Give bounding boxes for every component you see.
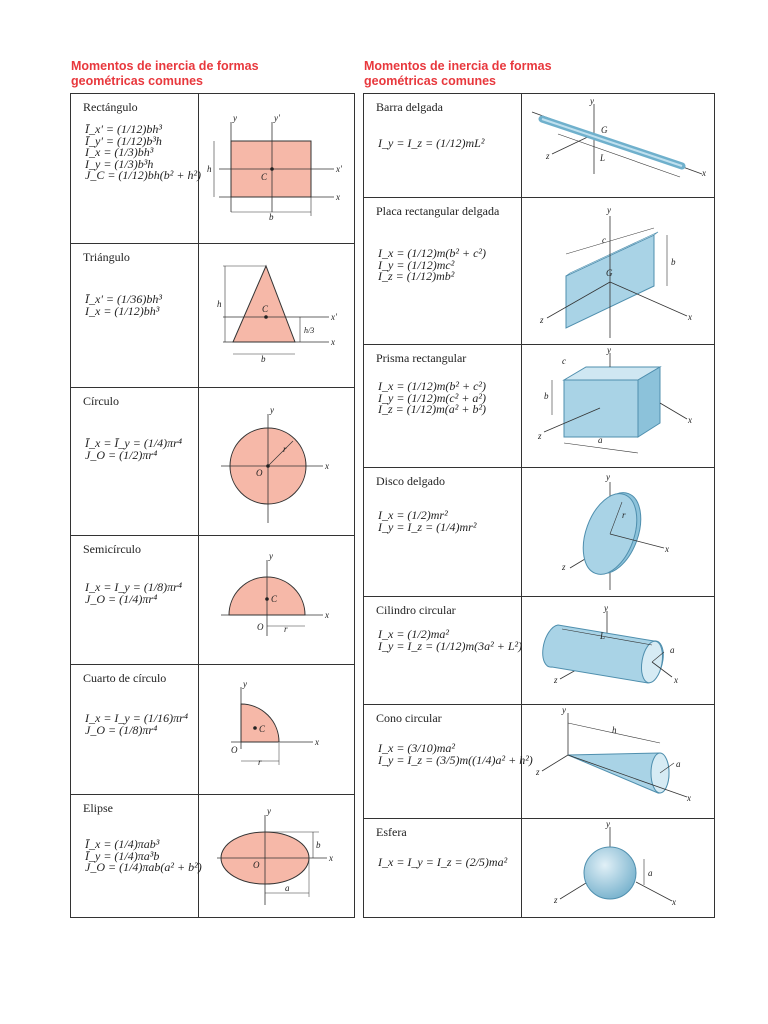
- row-rectangulo: [71, 94, 354, 243]
- axis-label-x: x: [702, 168, 706, 178]
- axis-label-x: x: [688, 415, 692, 425]
- prism-figure: [522, 345, 714, 467]
- quarter-circle-figure: [199, 665, 354, 794]
- row-placa: [364, 197, 714, 344]
- formula: Ī_x' = (1/12)bh³: [85, 122, 162, 136]
- formula-list: [85, 438, 182, 461]
- shape-name: Semicírculo: [83, 542, 141, 556]
- row-elipse: [71, 794, 354, 917]
- formula: I_x = (1/12)m(b² + c²): [378, 246, 487, 260]
- row-cono: [364, 704, 714, 818]
- origin-label: O: [231, 745, 238, 755]
- prism-front: [564, 380, 638, 437]
- axis-label-z: z: [538, 431, 542, 441]
- row-triangulo: [71, 243, 354, 387]
- radius-label: r: [258, 757, 262, 767]
- formula: I_x = I_y = I_z = (2/5)ma²: [378, 855, 508, 869]
- formula: I_y = (1/12)m(c² + a²): [378, 390, 487, 405]
- formula-list: [378, 381, 486, 416]
- left-table: [70, 93, 355, 918]
- row-prisma: [364, 344, 714, 467]
- dim-label-c: c: [562, 356, 566, 366]
- dim-label-b: b: [261, 354, 266, 364]
- circle-figure: [199, 388, 354, 535]
- formula: Ī_y' = (1/12)b³h: [85, 133, 162, 148]
- centroid-label: C: [261, 172, 268, 182]
- shape-name: Cilindro circular: [376, 603, 456, 617]
- shape-name: Cono circular: [376, 711, 442, 725]
- formula: Ī_y = (1/4)πa³b: [85, 848, 160, 863]
- origin-label: O: [257, 622, 264, 632]
- formula: I_y = I_z = (1/12)mL²: [378, 136, 485, 150]
- formula-list: [85, 839, 202, 874]
- formula-list: [85, 124, 201, 182]
- dim-label-h: h: [207, 164, 212, 174]
- dim-label-h3: h/3: [304, 326, 315, 335]
- formula-list: [378, 510, 476, 533]
- shape-name: Triángulo: [83, 250, 130, 264]
- formula-list: [378, 743, 533, 766]
- formula-list: [378, 138, 484, 150]
- dim-label-h: h: [217, 299, 222, 309]
- rectangle-figure: [199, 94, 354, 243]
- dim-label-h: h: [612, 725, 617, 735]
- shape-name: Disco delgado: [376, 474, 445, 488]
- formula: I_y = I_z = (1/4)mr²: [378, 519, 477, 534]
- axis-label-y: y: [562, 705, 566, 715]
- axis-label-y: y: [606, 472, 610, 482]
- axis-label-y: y: [269, 551, 273, 561]
- formula: I_y = (1/3)b³h: [85, 156, 154, 171]
- center-label: G: [601, 125, 608, 135]
- formula: I_x = (1/3)bh³: [85, 145, 154, 159]
- dim-label-a: a: [598, 435, 603, 445]
- center-label: G: [606, 268, 613, 278]
- formula: J_C = (1/12)bh(b² + h²): [85, 168, 202, 182]
- axis-label-x: x: [672, 897, 676, 907]
- formula: I_y = (1/12)mc²: [378, 257, 455, 272]
- quarter-circle-shape: [241, 704, 279, 742]
- axis-label-x: x: [665, 544, 669, 554]
- shape-name: Barra delgada: [376, 100, 443, 114]
- row-cuarto-de-circulo: [71, 664, 354, 794]
- dim-label-l: L: [600, 631, 606, 641]
- axis-label-y: y: [606, 819, 610, 829]
- dim-label-b: b: [269, 212, 274, 222]
- formula: I_y = I_z = (1/12)m(3a² + L²): [378, 638, 523, 653]
- axis-label-y: y: [270, 405, 274, 415]
- axis-label-y: y: [267, 806, 271, 816]
- formula: I_x = (1/2)mr²: [378, 508, 448, 522]
- shape-name: Placa rectangular delgada: [376, 204, 500, 218]
- axis-label-x: x: [688, 312, 692, 322]
- shape-name: Rectángulo: [83, 100, 138, 114]
- axis-label-z: z: [554, 675, 558, 685]
- dim-label-a: a: [285, 883, 290, 893]
- axis-label-z: z: [536, 767, 540, 777]
- centroid-label: C: [262, 304, 269, 314]
- dim-label-b: b: [316, 840, 321, 850]
- row-esfera: [364, 818, 714, 917]
- formula-list: [85, 582, 182, 605]
- plate-figure: [522, 198, 714, 344]
- formula: I_z = (1/12)m(a² + b²): [378, 402, 487, 416]
- axis-label-y-prime: y': [274, 113, 280, 123]
- formula: Ī_x = Ī_y = (1/4)πr⁴: [85, 436, 183, 450]
- dim-label-b: b: [671, 257, 676, 267]
- centroid-label: C: [271, 594, 278, 604]
- dim-label-a: a: [648, 868, 653, 878]
- formula: I_x = I_y = (1/8)πr⁴: [85, 580, 183, 594]
- radius-label: r: [622, 510, 626, 520]
- dim-label-l: L: [600, 153, 606, 163]
- shape-name: Círculo: [83, 394, 119, 408]
- shape-name: Cuarto de círculo: [83, 671, 167, 685]
- dim-label-c: c: [602, 235, 606, 245]
- right-table: [363, 93, 715, 918]
- formula: I_x = (1/2)ma²: [378, 627, 450, 641]
- triangle-figure: [199, 244, 354, 387]
- axis-label-x: x: [329, 853, 333, 863]
- cylinder-figure: [522, 597, 714, 704]
- row-cilindro: [364, 596, 714, 704]
- row-semicirculo: [71, 535, 354, 664]
- formula-list: [85, 294, 162, 317]
- formula: I_x = (1/12)bh³: [85, 303, 160, 318]
- axis-label-x: x: [315, 737, 319, 747]
- axis-label-y: y: [243, 679, 247, 689]
- cone-figure: [522, 705, 714, 818]
- formula: I_z = (1/12)mb²: [378, 269, 455, 283]
- axis-label-y: y: [233, 113, 237, 123]
- shape-name: Elipse: [83, 801, 113, 815]
- formula-list: [378, 248, 486, 283]
- origin-label: O: [253, 860, 260, 870]
- ellipse-figure: [199, 795, 354, 917]
- row-disco: [364, 467, 714, 596]
- axis-label-x: x: [325, 610, 329, 620]
- formula: I_x = I_y = (1/16)πr⁴: [85, 711, 189, 725]
- axis-label-z: z: [562, 562, 566, 572]
- left-heading: Momentos de inercia de formas geométricas comunes: [71, 59, 259, 88]
- radius-label: r: [283, 444, 287, 454]
- formula-list: [378, 857, 507, 869]
- origin-label: O: [256, 468, 263, 478]
- dim-label-a: a: [676, 759, 681, 769]
- axis-label-y: y: [607, 345, 611, 355]
- axis-label-x-prime: x': [331, 312, 337, 322]
- axis-label-x: x: [331, 337, 335, 347]
- axis-label-y: y: [607, 205, 611, 215]
- sphere-shape: [584, 847, 636, 899]
- axis-label-x: x: [336, 192, 340, 202]
- formula: J_O = (1/4)πab(a² + b²): [85, 860, 202, 874]
- axis-label-z: z: [554, 895, 558, 905]
- dim-label-b: b: [544, 391, 549, 401]
- sphere-figure: [522, 819, 714, 917]
- axis-label-y: y: [604, 603, 608, 613]
- formula: Ī_x' = (1/36)bh³: [85, 292, 162, 306]
- shape-name: Prisma rectangular: [376, 351, 467, 365]
- axis-label-y: y: [590, 96, 594, 106]
- right-heading: Momentos de inercia de formas geométricas comunes: [364, 59, 552, 88]
- axis-label-z: z: [540, 315, 544, 325]
- row-barra-delgada: [364, 94, 714, 197]
- formula: J_O = (1/8)πr⁴: [85, 722, 158, 737]
- dim-label-a: a: [670, 645, 675, 655]
- formula: I_y = I_z = (3/5)m((1/4)a² + h²): [378, 752, 533, 767]
- axis-label-x: x: [325, 461, 329, 471]
- row-circulo: [71, 387, 354, 535]
- axis-label-x: x: [674, 675, 678, 685]
- centroid-label: C: [259, 724, 266, 734]
- formula: J_O = (1/2)πr⁴: [85, 447, 158, 462]
- radius-label: r: [284, 624, 288, 634]
- formula-list: [378, 629, 522, 652]
- axis-label-x-prime: x': [336, 164, 342, 174]
- disk-figure: [522, 468, 714, 596]
- shape-name: Esfera: [376, 825, 407, 839]
- formula: J_O = (1/4)πr⁴: [85, 591, 158, 606]
- formula: Ī_x = (1/4)πab³: [85, 837, 160, 851]
- semicircle-figure: [199, 536, 354, 664]
- axis-label-z: z: [546, 151, 550, 161]
- formula-list: [85, 713, 188, 736]
- rod-figure: [522, 94, 714, 197]
- axis-label-x: x: [687, 793, 691, 803]
- formula: I_x = (1/12)m(b² + c²): [378, 379, 487, 393]
- formula: I_x = (3/10)ma²: [378, 741, 456, 755]
